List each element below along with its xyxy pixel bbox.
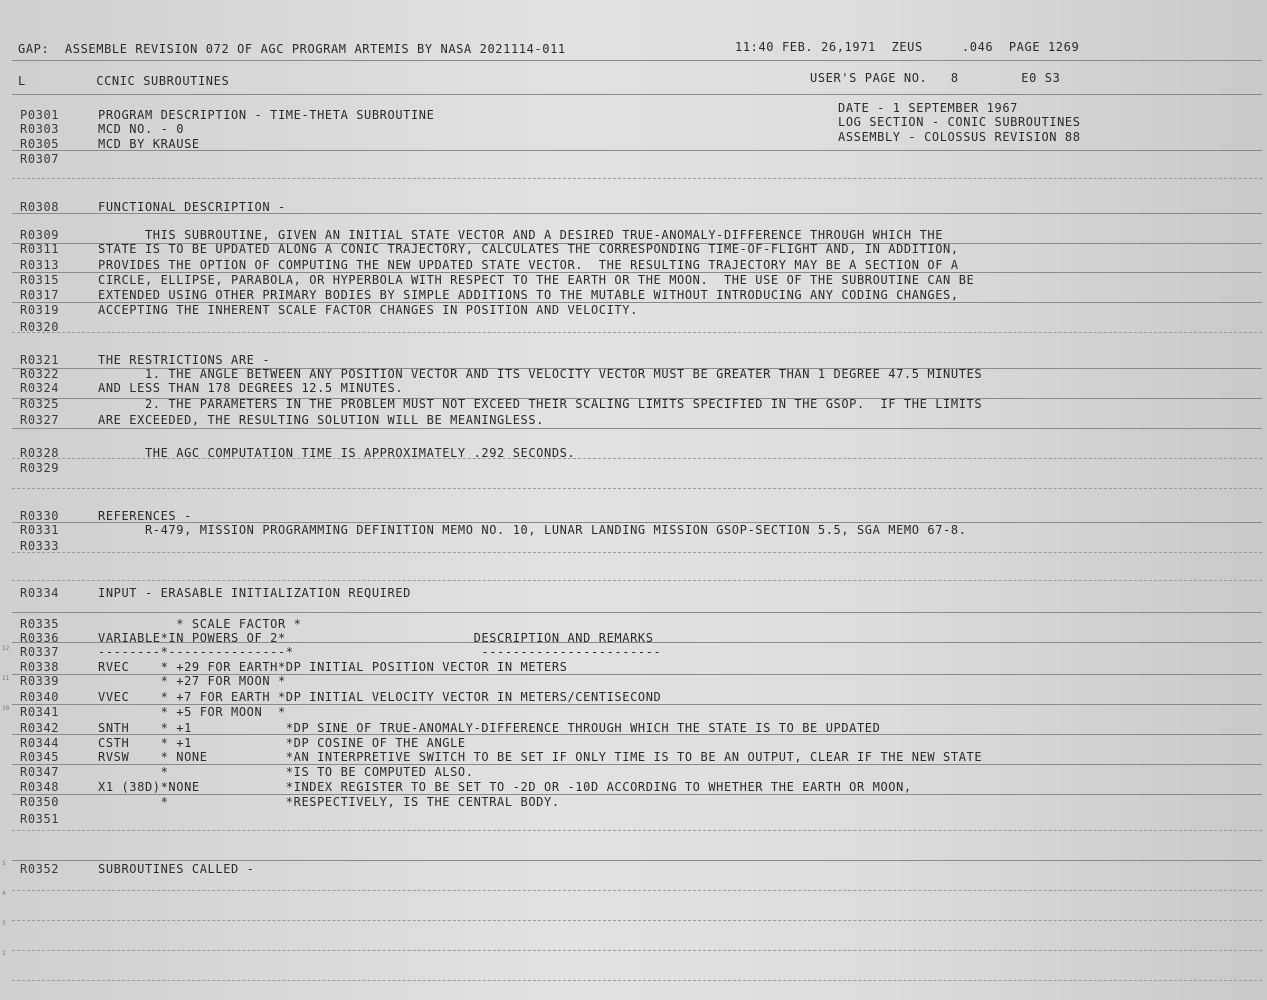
line-number: R0328 <box>20 446 60 460</box>
line-number: R0347 <box>20 765 60 779</box>
line-number: R0327 <box>20 413 60 427</box>
line-text: AND LESS THAN 178 DEGREES 12.5 MINUTES. <box>98 381 404 395</box>
line-number: R0345 <box>20 750 60 764</box>
rule <box>12 428 1262 429</box>
line-number: R0320 <box>20 320 60 334</box>
rule <box>12 920 1262 921</box>
rule <box>12 488 1262 489</box>
line-text: MCD BY KRAUSE <box>98 137 200 151</box>
margin-mark: 3 <box>2 920 6 927</box>
rule <box>12 94 1262 95</box>
rule <box>12 60 1262 61</box>
margin-mark: 4 <box>2 890 6 897</box>
line-number: R0351 <box>20 812 60 826</box>
line-number: R0331 <box>20 523 60 537</box>
line-number: R0350 <box>20 795 60 809</box>
line-text: THE RESTRICTIONS ARE - <box>98 353 271 367</box>
rule <box>12 332 1262 333</box>
line-number: R0321 <box>20 353 60 367</box>
rule <box>12 860 1262 861</box>
line-number: R0309 <box>20 228 60 242</box>
line-text: * *RESPECTIVELY, IS THE CENTRAL BODY. <box>98 795 560 809</box>
margin-mark: 12 <box>2 645 10 652</box>
line-number: R0308 <box>20 200 60 214</box>
line-number: R0324 <box>20 381 60 395</box>
line-text: SUBROUTINES CALLED - <box>98 862 255 876</box>
rule <box>12 580 1262 581</box>
line-text: * +27 FOR MOON * <box>98 674 286 688</box>
line-number: P0301 <box>20 108 60 122</box>
rule <box>12 890 1262 891</box>
header-left: GAP: ASSEMBLE REVISION 072 OF AGC PROGRAM ARTEMIS BY NASA 2021114-011 <box>18 42 566 56</box>
line-number: R0325 <box>20 397 60 411</box>
line-text: ACCEPTING THE INHERENT SCALE FACTOR CHANGES IN POSITION AND VELOCITY. <box>98 303 638 317</box>
line-text: THE AGC COMPUTATION TIME IS APPROXIMATELY .292 SECONDS. <box>98 446 576 460</box>
rule <box>12 980 1262 981</box>
margin-mark: 10 <box>2 705 10 712</box>
header-right: 11:40 FEB. 26,1971 ZEUS .046 PAGE 1269 <box>735 40 1080 54</box>
line-text: 1. THE ANGLE BETWEEN ANY POSITION VECTOR AND ITS VELOCITY VECTOR MUST BE GREATER THAN 1 DEGREE 47.5 MINUTES <box>98 367 983 381</box>
margin-mark: 5 <box>2 860 6 867</box>
subheader-right: USER'S PAGE NO. 8 E0 S3 <box>810 71 1061 85</box>
line-text: CIRCLE, ELLIPSE, PARABOLA, OR HYPERBOLA WITH RESPECT TO THE EARTH OR THE MOON. THE USE OF THE SUBROUTINE CAN BE <box>98 273 975 287</box>
line-number: R0348 <box>20 780 60 794</box>
line-text: * +5 FOR MOON * <box>98 705 286 719</box>
margin-mark: 2 <box>2 950 6 957</box>
line-number: R0333 <box>20 539 60 553</box>
line-text: RVEC * +29 FOR EARTH*DP INITIAL POSITION VECTOR IN METERS <box>98 660 568 674</box>
line-text: RVSW * NONE *AN INTERPRETIVE SWITCH TO BE SET IF ONLY TIME IS TO BE AN OUTPUT, CLEAR IF THE NEW STATE <box>98 750 983 764</box>
line-number: R0311 <box>20 242 60 256</box>
line-number: R0338 <box>20 660 60 674</box>
block-log-section: LOG SECTION - CONIC SUBROUTINES <box>838 115 1081 129</box>
line-number: R0319 <box>20 303 60 317</box>
line-text: EXTENDED USING OTHER PRIMARY BODIES BY SIMPLE ADDITIONS TO THE MUTABLE WITHOUT INTRODUCING ANY CODING CHANGES, <box>98 288 959 302</box>
line-text: --------*---------------* ----------------------- <box>98 645 662 659</box>
subheader-left: L CCNIC SUBROUTINES <box>18 74 230 88</box>
line-text: THIS SUBROUTINE, GIVEN AN INITIAL STATE VECTOR AND A DESIRED TRUE-ANOMALY-DIFFERENCE THROUGH WHICH THE <box>98 228 944 242</box>
line-number: R0335 <box>20 617 60 631</box>
block-assembly: ASSEMBLY - COLOSSUS REVISION 88 <box>838 130 1081 144</box>
line-text: R-479, MISSION PROGRAMMING DEFINITION MEMO NO. 10, LUNAR LANDING MISSION GSOP-SECTION 5.5, SGA MEMO 67-8. <box>98 523 967 537</box>
line-number: R0339 <box>20 674 60 688</box>
rule <box>12 950 1262 951</box>
line-number: R0329 <box>20 461 60 475</box>
line-number: R0334 <box>20 586 60 600</box>
line-number: R0313 <box>20 258 60 272</box>
line-text: X1 (38D)*NONE *INDEX REGISTER TO BE SET TO -2D OR -10D ACCORDING TO WHETHER THE EARTH OR MOON, <box>98 780 912 794</box>
line-text: CSTH * +1 *DP COSINE OF THE ANGLE <box>98 736 466 750</box>
line-number: R0322 <box>20 367 60 381</box>
line-number: R0342 <box>20 721 60 735</box>
line-text: FUNCTIONAL DESCRIPTION - <box>98 200 286 214</box>
line-number: R0330 <box>20 509 60 523</box>
line-text: SNTH * +1 *DP SINE OF TRUE-ANOMALY-DIFFERENCE THROUGH WHICH THE STATE IS TO BE UPDATED <box>98 721 881 735</box>
line-number: R0336 <box>20 631 60 645</box>
line-text: VVEC * +7 FOR EARTH *DP INITIAL VELOCITY VECTOR IN METERS/CENTISECOND <box>98 690 662 704</box>
line-text: MCD NO. - 0 <box>98 122 185 136</box>
rule <box>12 612 1262 613</box>
block-date: DATE - 1 SEPTEMBER 1967 <box>838 101 1018 115</box>
line-text: REFERENCES - <box>98 509 192 523</box>
line-text: PROVIDES THE OPTION OF COMPUTING THE NEW UPDATED STATE VECTOR. THE RESULTING TRAJECTORY MAY BE A SECTION OF A <box>98 258 959 272</box>
line-number: R0340 <box>20 690 60 704</box>
line-text: * *IS TO BE COMPUTED ALSO. <box>98 765 474 779</box>
line-number: R0315 <box>20 273 60 287</box>
line-number: R0352 <box>20 862 60 876</box>
line-text: INPUT - ERASABLE INITIALIZATION REQUIRED <box>98 586 411 600</box>
margin-mark: 11 <box>2 675 10 682</box>
rule <box>12 178 1262 179</box>
line-number: R0305 <box>20 137 60 151</box>
line-number: R0341 <box>20 705 60 719</box>
rule <box>12 552 1262 553</box>
line-number: R0344 <box>20 736 60 750</box>
line-text: STATE IS TO BE UPDATED ALONG A CONIC TRAJECTORY, CALCULATES THE CORRESPONDING TIME-OF-FLIGHT AND, IN ADDITION, <box>98 242 959 256</box>
line-text: ARE EXCEEDED, THE RESULTING SOLUTION WILL BE MEANINGLESS. <box>98 413 545 427</box>
line-number: R0307 <box>20 152 60 166</box>
line-text: VARIABLE*IN POWERS OF 2* DESCRIPTION AND REMARKS <box>98 631 654 645</box>
line-text: PROGRAM DESCRIPTION - TIME-THETA SUBROUTINE <box>98 108 435 122</box>
line-text: 2. THE PARAMETERS IN THE PROBLEM MUST NOT EXCEED THEIR SCALING LIMITS SPECIFIED IN THE GSOP. IF THE LIMITS <box>98 397 983 411</box>
rule <box>12 830 1262 831</box>
line-number: R0317 <box>20 288 60 302</box>
line-number: R0303 <box>20 122 60 136</box>
line-number: R0337 <box>20 645 60 659</box>
line-text: * SCALE FACTOR * <box>98 617 302 631</box>
